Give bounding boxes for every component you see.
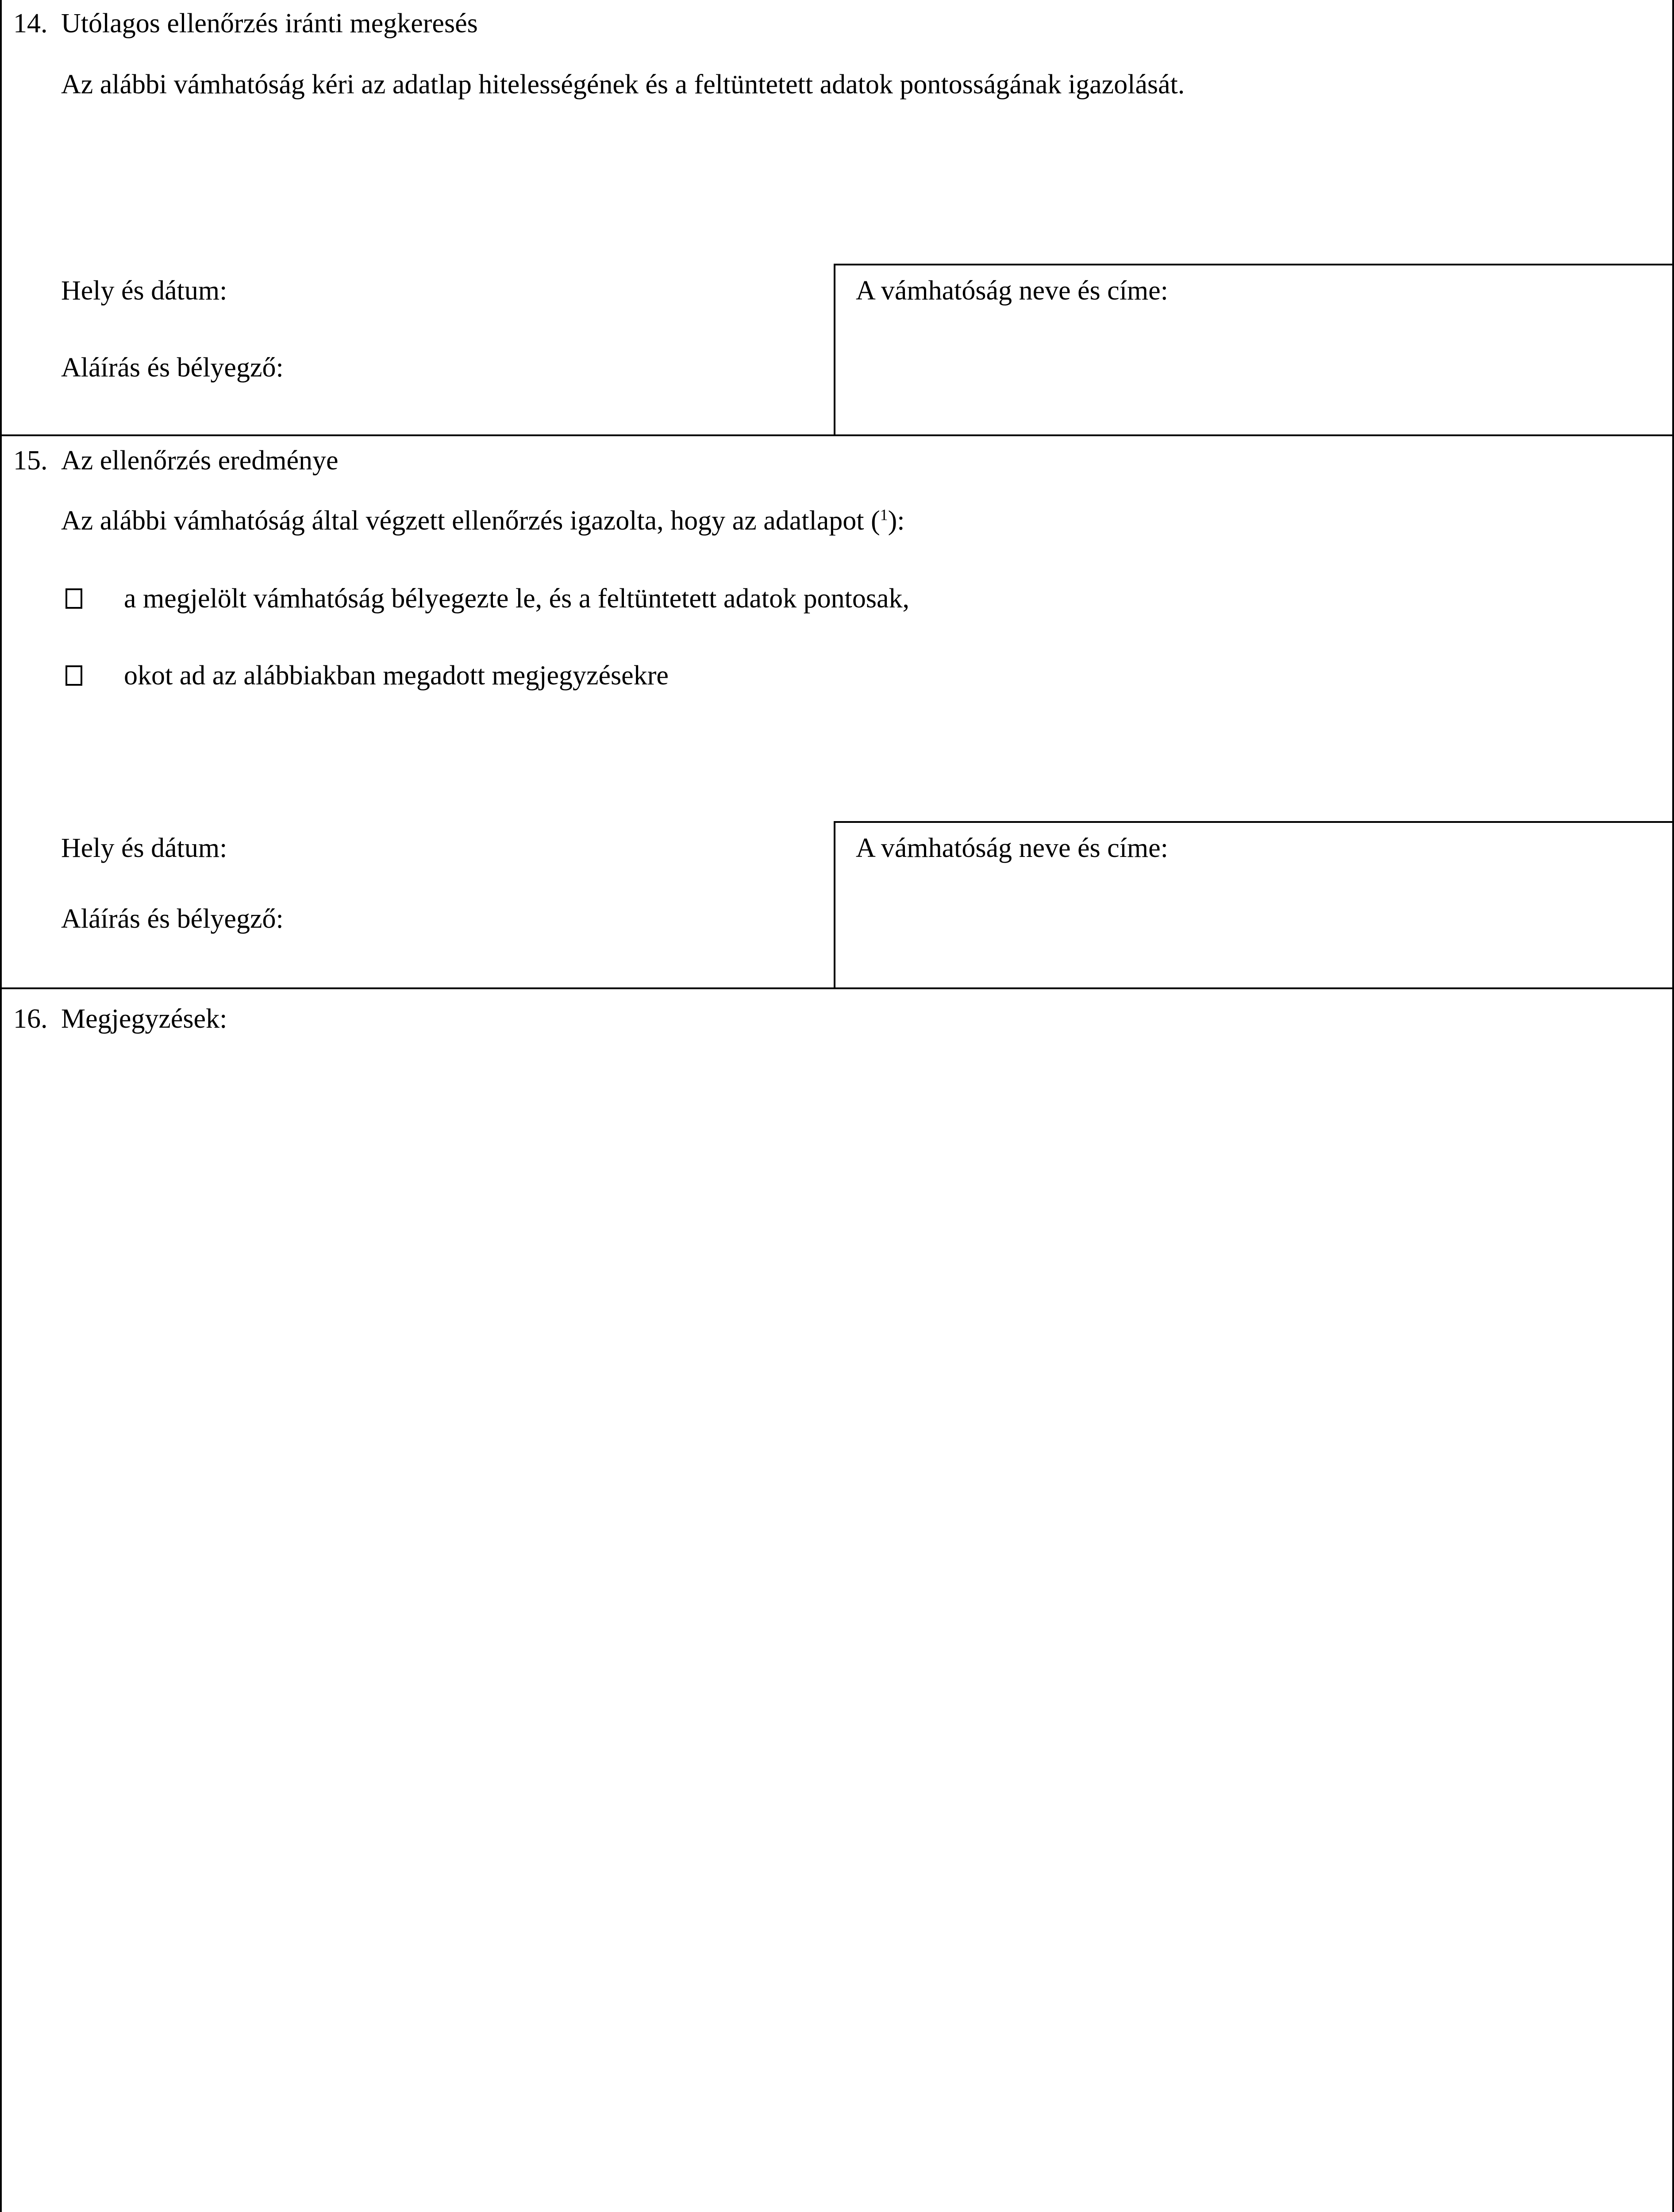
section-16-title: Megjegyzések: <box>61 1004 227 1034</box>
option-1-checkbox[interactable] <box>65 588 82 609</box>
section-15-signature-label: Aláírás és bélyegző: <box>61 904 284 934</box>
option-2-label: okot ad az alábbiakban megadott megjegyzésekre <box>124 661 669 691</box>
section-15-title: Az ellenőrzés eredménye <box>61 445 339 476</box>
section-14-request-text: Az alábbi vámhatóság kéri az adatlap hitelességének és a feltüntetett adatok pontosságának igazolását. <box>61 69 1185 100</box>
option-2-checkbox[interactable] <box>65 665 82 686</box>
section-15-footnote-ref: 1 <box>880 506 888 524</box>
section-15-intro-after: ): <box>888 506 905 536</box>
section-15-place-date-label: Hely és dátum: <box>61 833 227 863</box>
divider-15-16 <box>0 987 1674 989</box>
section-14-title: Utólagos ellenőrzés iránti megkeresés <box>61 8 478 38</box>
section-15-authority-box-left <box>834 821 835 988</box>
section-14-authority-box-top <box>834 264 1674 265</box>
section-15-authority-label: A vámhatóság neve és címe: <box>856 833 1168 863</box>
section-14-place-date-label: Hely és dátum: <box>61 276 227 306</box>
section-15-authority-box-top <box>834 821 1674 823</box>
divider-14-15 <box>0 434 1674 436</box>
remarks-area[interactable] <box>2 1048 1672 2212</box>
section-14-authority-box-left <box>834 264 835 434</box>
section-15-intro-before: Az alábbi vámhatóság által végzett ellenőrzés igazolta, hogy az adatlapot ( <box>61 506 880 536</box>
section-15-number: 15. <box>13 445 48 476</box>
section-14-number: 14. <box>13 8 48 38</box>
section-14-authority-label: A vámhatóság neve és címe: <box>856 276 1168 306</box>
section-14-signature-label: Aláírás és bélyegző: <box>61 353 284 383</box>
section-16-number: 16. <box>13 1004 48 1034</box>
option-1-label: a megjelölt vámhatóság bélyegezte le, és a feltüntetett adatok pontosak, <box>124 584 909 614</box>
section-15-intro-text <box>61 507 904 534</box>
